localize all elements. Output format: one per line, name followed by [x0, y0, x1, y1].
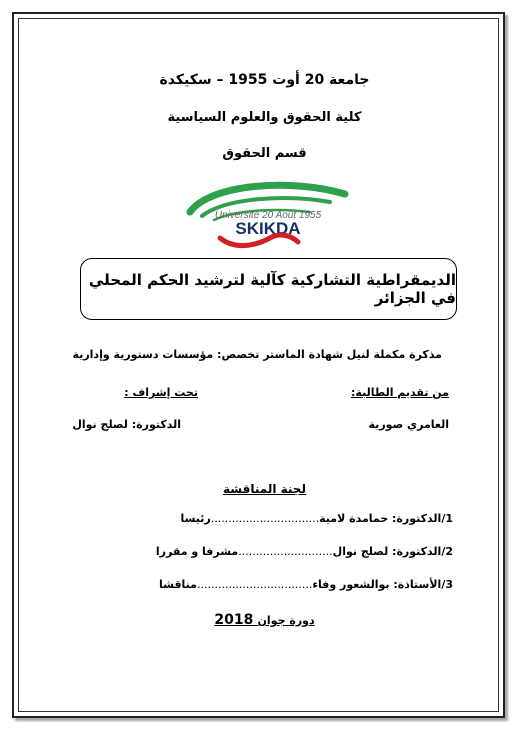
- thesis-purpose: مذكرة مكملة لنيل شهادة الماستر تخصص: مؤسسات دستورية وإدارية: [72, 348, 442, 361]
- member-number: 3/: [441, 578, 453, 591]
- member-number: 2/: [441, 545, 453, 558]
- session-year: 2018: [214, 612, 254, 628]
- committee-member-3: [159, 578, 453, 591]
- session-label: دورة جوان: [257, 614, 315, 627]
- thesis-title: الديمقراطية التشاركية كآلية لترشيد الحكم المحلي في الجزائر: [88, 271, 456, 307]
- student-name: العامري صورية: [368, 418, 449, 431]
- member-dots: ...........................: [238, 545, 333, 558]
- department-name: قسم الحقوق: [222, 146, 307, 161]
- member-dots: ...............................: [210, 512, 320, 525]
- member-role: مناقشا: [159, 578, 197, 591]
- session-line: [0, 612, 529, 628]
- member-name: الأستاذة: بوالشعور وفاء: [312, 578, 442, 591]
- member-role: مشرفا و مقررا: [155, 545, 239, 558]
- logo-caption: Université 20 Août 1955: [214, 210, 322, 221]
- member-name: الدكتورة: حمامدة لامية: [319, 512, 442, 525]
- committee-member-1: [180, 512, 453, 525]
- logo-name: SKIKDA: [235, 219, 301, 238]
- member-dots: .................................: [196, 578, 313, 591]
- faculty-name: كلية الحقوق والعلوم السياسية: [167, 110, 362, 125]
- supervisor-name: الدكتورة: لصلج نوال: [72, 418, 181, 431]
- university-logo: [180, 180, 355, 250]
- committee-member-2: [156, 545, 453, 558]
- university-name: جامعة 20 أوت 1955 – سكيكدة: [159, 72, 370, 88]
- student-label: من تقديم الطالبة:: [351, 386, 449, 399]
- committee-title: لجنة المناقشة: [223, 482, 306, 496]
- member-name: الدكتورة: لصلج نوال: [332, 545, 442, 558]
- supervisor-label: تحت إشراف :: [124, 386, 198, 399]
- member-role: رئيسا: [180, 512, 211, 525]
- thesis-title-box: [80, 258, 457, 320]
- member-number: 1/: [441, 512, 453, 525]
